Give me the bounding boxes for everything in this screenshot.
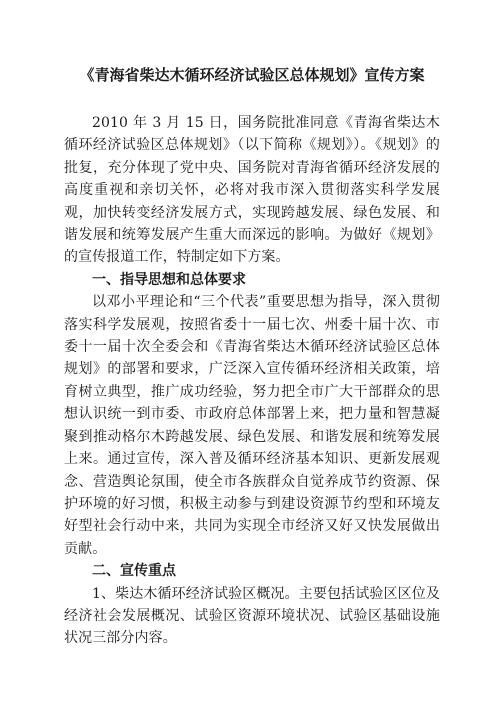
section-item-overview: 1、柴达木循环经济试验区概况。主要包括试验区区位及经济社会发展概况、试验区资源环境状况、试验区基础设施状况三部分内容。 — [64, 585, 440, 647]
intro-paragraph: 2010 年 3 月 15 日，国务院批准同意《青海省柴达木循环经济试验区总体规划》（以下简称《规划》）。《规划》的批复，充分体现了党中央、国务院对青海省循环经济发展的高度重视和亲切关怀，必将对我市深入贯彻落实科学发展观，加快转变经济发展方式，实现跨越发展、绿色发展、和谐发展和统筹发展产生重大而深远的影响。为做好《规划》的宣传报道工作，特制定如下方案。 — [64, 115, 440, 266]
section-heading-guiding-principles: 一、指导思想和总体要求 — [92, 271, 246, 288]
section-heading-publicity-focus: 二、宣传重点 — [92, 563, 176, 580]
document-title: 《青海省柴达木循环经济试验区总体规划》宣传方案 — [79, 66, 425, 84]
section-body-guiding-principles: 以邓小平理论和“三个代表”重要思想为指导，深入贯彻落实科学发展观，按照省委十一届七次、州委十届十次、市委十一届十次全委会和《青海省柴达木循环经济试验区总体规划》的部署和要求，广泛深入宣传循环经济相关政策，培育树立典型，推广成功经验，努力把全市广大干部群众的思想认识统一到市委、市政府总体部署上来，把力量和智慧凝聚到推动格尔木跨越发展、绿色发展、和谐发展和统筹发展上来。通过宣传，深入普及循环经济基本知识、更新发展观念、营造舆论氛围，使全市各族群众自觉养成节约资源、保护环境的好习惯，积极主动参与到建设资源节约型和环境友好型社会行动中来，共同为实现全市经济又好又快发展做出贡献。 — [64, 294, 440, 557]
